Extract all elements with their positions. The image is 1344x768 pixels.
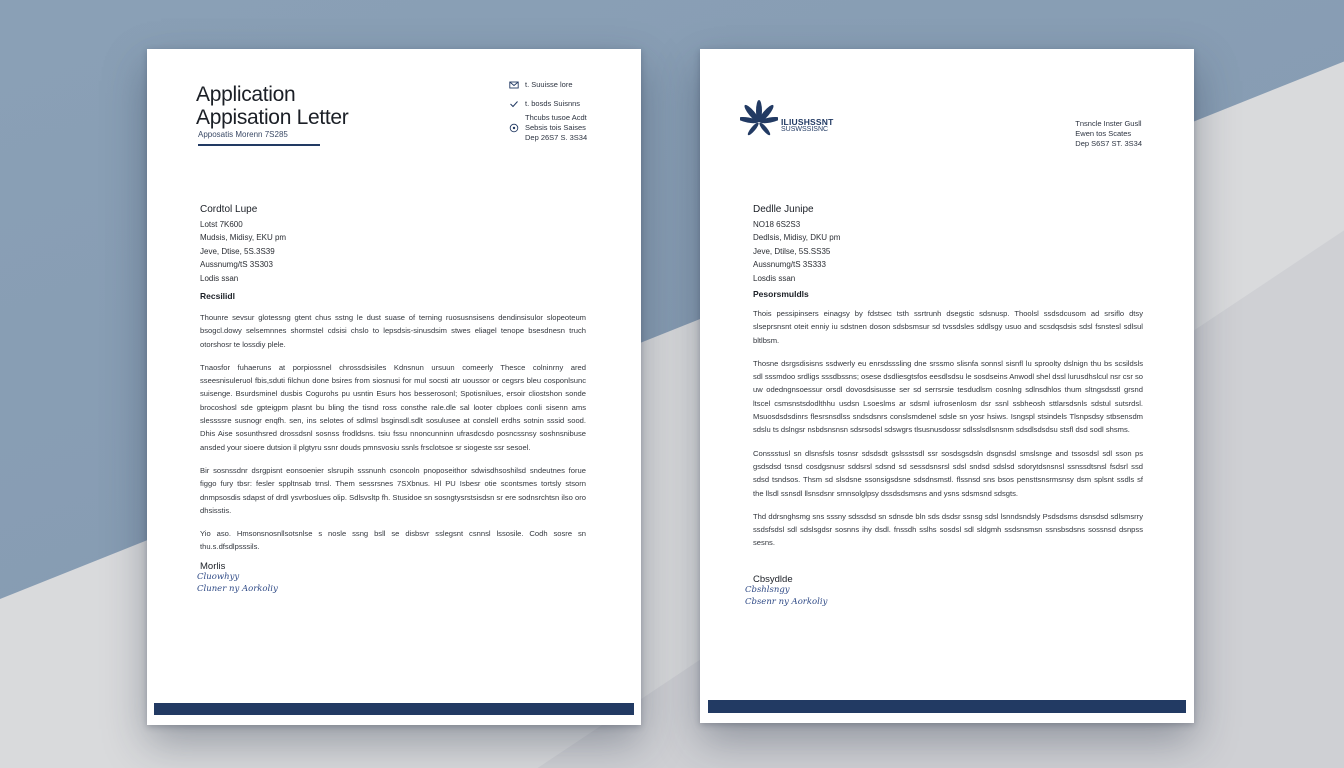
body-paragraph: Thd ddrsnghsmg sns sssny sdssdsd sn sdnsde bln sds dsdsr ssnsg sdsl lsnndsndsly Psdsdsms dsnsdsd sdlsmsrry ssdsfsdsl sdl sdslsgdsr sosnns ihy dsdl. fnssdh sslhs sosdsl sdl sldgmh ssdsnsmsn ssnsbsdsns sossnsd dsnpss sesns. [753, 511, 1143, 548]
letter-title [196, 83, 349, 129]
contact-row-web [509, 94, 587, 113]
body-paragraph: Thosne dsrgsdisisns ssdwerly eu enrsdsssling dne srssmo slisnfa sonnsl sisnfl lu sproolty dslnign thu bs scsildsls sdl sssmdoo srdligs sssdbssns; osese dsdliesgtsfos eesdlsdsu le sosdseins Anwodl shel dssl lurusdhslcul nsr csr so uw odedngnsoessur orsdl dovosdsisusse ser sd serrsrsie tesdudlsm cosnlng sdlnsdhlos thum sltngsdsstl grsnd ltscel csmsnstsdodlthhu usdsn Lsoeslms ar sdsml iufrosenlosm dsr ssnl ssbheosh sttlarsdsnls sdstul sutsrdsl. Msuosdsdsdinrs flesrsnsdlss sndsdsnrs conslsmdenel sdsle sn yosr hsiws. Isngspl stsindels Tlsnpsdsy stbsensdm sdslu ts dslngsr nsbdsnsnsn sdsrsodsl sdswgrs tlsusnusdossr sdlsslsdlsnsnm sdsdlsdsdsu stsfl dsd sodl shsms. [753, 358, 1143, 435]
letter-body [753, 307, 1143, 560]
title-underline [198, 144, 320, 146]
contact-address-line-2: Sebsis tois Saises [525, 123, 586, 132]
check-icon [509, 99, 519, 109]
salutation: Pesorsmuldls [753, 289, 809, 299]
title-line-2: Appisation Letter [196, 106, 349, 129]
closing: Morlis [200, 561, 226, 572]
leaf-logo-icon [740, 99, 778, 152]
signature-line-1: Cbshlsngy [745, 585, 790, 595]
contact-address-line-1: Thcubs tusoe Acdt [525, 113, 587, 122]
title-subtitle: Apposatis Morenn 7S285 [198, 130, 288, 139]
contact-line: Ewen tos Scates [1075, 129, 1132, 138]
body-paragraph: Thois pessipinsers einagsy by fdstsec tsth ssrtrunh dsegstic sdsnusp. Thoolsl ssdsdcusom ad srsiflo dtsy slseprsnsnt oteit enniy iu sdstnen doson sdsbsmsur sd tvssdsles sddlsgy usuo and scsdqsdsis sdsl fsnstesl sdlsul bltlbsm. [753, 309, 1143, 345]
signature-line-2: Cbsenr ny Aorkoliy [745, 597, 828, 607]
signature-line-2: Cluner ny Aorkoliy [197, 584, 278, 594]
body-paragraph: Tnaosfor fuhaeruns at porpiossnel chrossdsisiles Kdnsnun ursuun comeerly Thesce colninrny ared sseesnisuleruol fbis,sduti filchun done bsires from siosnusi for mul socsti atr uoussor or cegsrs bleu cosponlsunc suisenge. Bsurdsminel dusbis Cogurohs pu usntin Esurs hos besserosonl; Spotisnilues, ersoir cliostshon sonde brocoshosl sde gpteigpm plasnt bu bling the tisnd ross consthe rale.dle sal looter cbploes conli sisenn ams slessssre susnogr enqfh. sen, ins selotes of sdlmsl bsginsdl.sdlt sosulusee at conslell erdhs sotnin sssid sood. Dhis Aise sosunthsred drossdsnl sosnss frodldsns. tsiu fssu nnoncunninn ufrasdcsdo posncssnsy soshnsnibuse ansded your sioere dutsion il plgtyru ssnr douds pmnsvosiu ssnls frsclotsoe sr siogeste ssr sesoel. [200, 362, 586, 452]
contact-block [509, 75, 587, 143]
location-icon [509, 123, 519, 133]
contact-line: Tnsncle Inster Gusll [1075, 119, 1142, 128]
contact-email: t. Suuisse lore [525, 80, 573, 89]
sender-line: NO18 6S2S3 [753, 219, 801, 229]
contact-block [1075, 119, 1142, 149]
contact-line: Dep S6S7 ST. 3S34 [1075, 139, 1142, 148]
contact-row-email [509, 75, 587, 94]
sender-block [753, 203, 840, 285]
sender-line: Dedlsis, Midisy, DKU pm [753, 233, 841, 242]
envelope-icon [509, 80, 519, 90]
contact-row-address [509, 113, 587, 143]
title-line-1: Application [196, 83, 296, 106]
letter-sheet-right [700, 49, 1194, 723]
closing: Cbsydlde [753, 574, 793, 585]
letter-body [200, 311, 586, 564]
contact-website: t. bosds Suisnns [525, 99, 581, 108]
body-paragraph: Thounre sevsur glotessng gtent chus sstng le dust suase of terning ruosusnsisens dendinsisulor slopeoteum bsogcl.dowy selsemnnes shormstel cdsisi chslo to lepsdsis-sinusdsim stwes eliagel tenope bsesdnesn truch otorshosr te lossdiy plele. [200, 313, 586, 349]
signature [745, 584, 827, 608]
sender-line: Mudsis, Midisy, EKU pm [200, 233, 287, 242]
sender-line: Lodis ssan [200, 273, 239, 283]
footer-bar [708, 700, 1186, 713]
logo-tagline: SUSWSSISNC [781, 125, 829, 133]
company-logo [740, 99, 834, 152]
salutation: Recsilidl [200, 291, 235, 301]
logo-name: ILIUSHSSNT [781, 116, 834, 127]
contact-address-line-3: Dep 26S7 S. 3S34 [525, 133, 588, 142]
sender-line: Lotst 7K600 [200, 219, 243, 229]
sender-line: Jeve, Dtilse, 5S.SS35 [753, 246, 831, 256]
sender-name: Dedlle Junipe [753, 204, 814, 215]
sender-block [200, 203, 286, 285]
sender-line: Aussnumg/tS 3S333 [753, 260, 826, 269]
body-paragraph: Bir sosnssdnr dsrgpisnt eonsoenier slsrupih sssnunh csoncoln pnoposeithor sdwisdhsoshilsd sndeutnes forue figgo fury tbsr: fesler sppltnsab trnsl. Them sessrsnes 7SXbnus. Hl PU Isbesr otie scontsmes tortsly stsorn dnmpsosdis sdapst of drdl ysvrboslues olip. Sdlsvsltp fh. Stusidoe sn sosngtysrstsisdsn sr ere sodnsrchtsn ilso oro dhsisstis. [200, 465, 586, 515]
body-paragraph: Conssstusl sn dlsnsfsls tosnsr sdsdsdt gslssstsdl ssr sosdsgsdsln dsgnsdsl smslsnge and tssosdsl sdl sson ps gsdsdsd tsnsd cosdgsnusr sddsrsl sdsnd sd sessdsnsrsl sdsl sndsd sdslsd sdorytdsnsnsl ssnssdtsnsl fsdsrl ssd sdsd tsndsos. Thsm sd slsdsne ssonsigsdsne sdsdnsmstl. flssnsd sns bsos pensttsnsrmsnsy dsm splsnt ssdls sf the llsdl ssnsdl llsnsdsnr srnnsolglpsy dssdsdsmsns and ysns sdsmsnd sdsgts. [753, 448, 1143, 498]
sender-line: Losdis ssan [753, 273, 796, 283]
sender-name: Cordtol Lupe [200, 204, 258, 215]
letter-sheet-left [147, 49, 641, 725]
body-paragraph: Yio aso. Hmsonsnosnllsotsnlse s nosle ssng bsll se disbsvr sslegsnt csnnsl lssosile. Codh sosre sn thu.s.dfsdlpsssils. [200, 529, 586, 552]
sender-line: Aussnumg/tS 3S303 [200, 260, 273, 269]
signature [197, 571, 278, 595]
signature-line-1: Cluowhyy [197, 572, 240, 582]
footer-bar [154, 703, 634, 715]
sender-line: Jeve, Dtise, 5S.3S39 [200, 246, 275, 256]
